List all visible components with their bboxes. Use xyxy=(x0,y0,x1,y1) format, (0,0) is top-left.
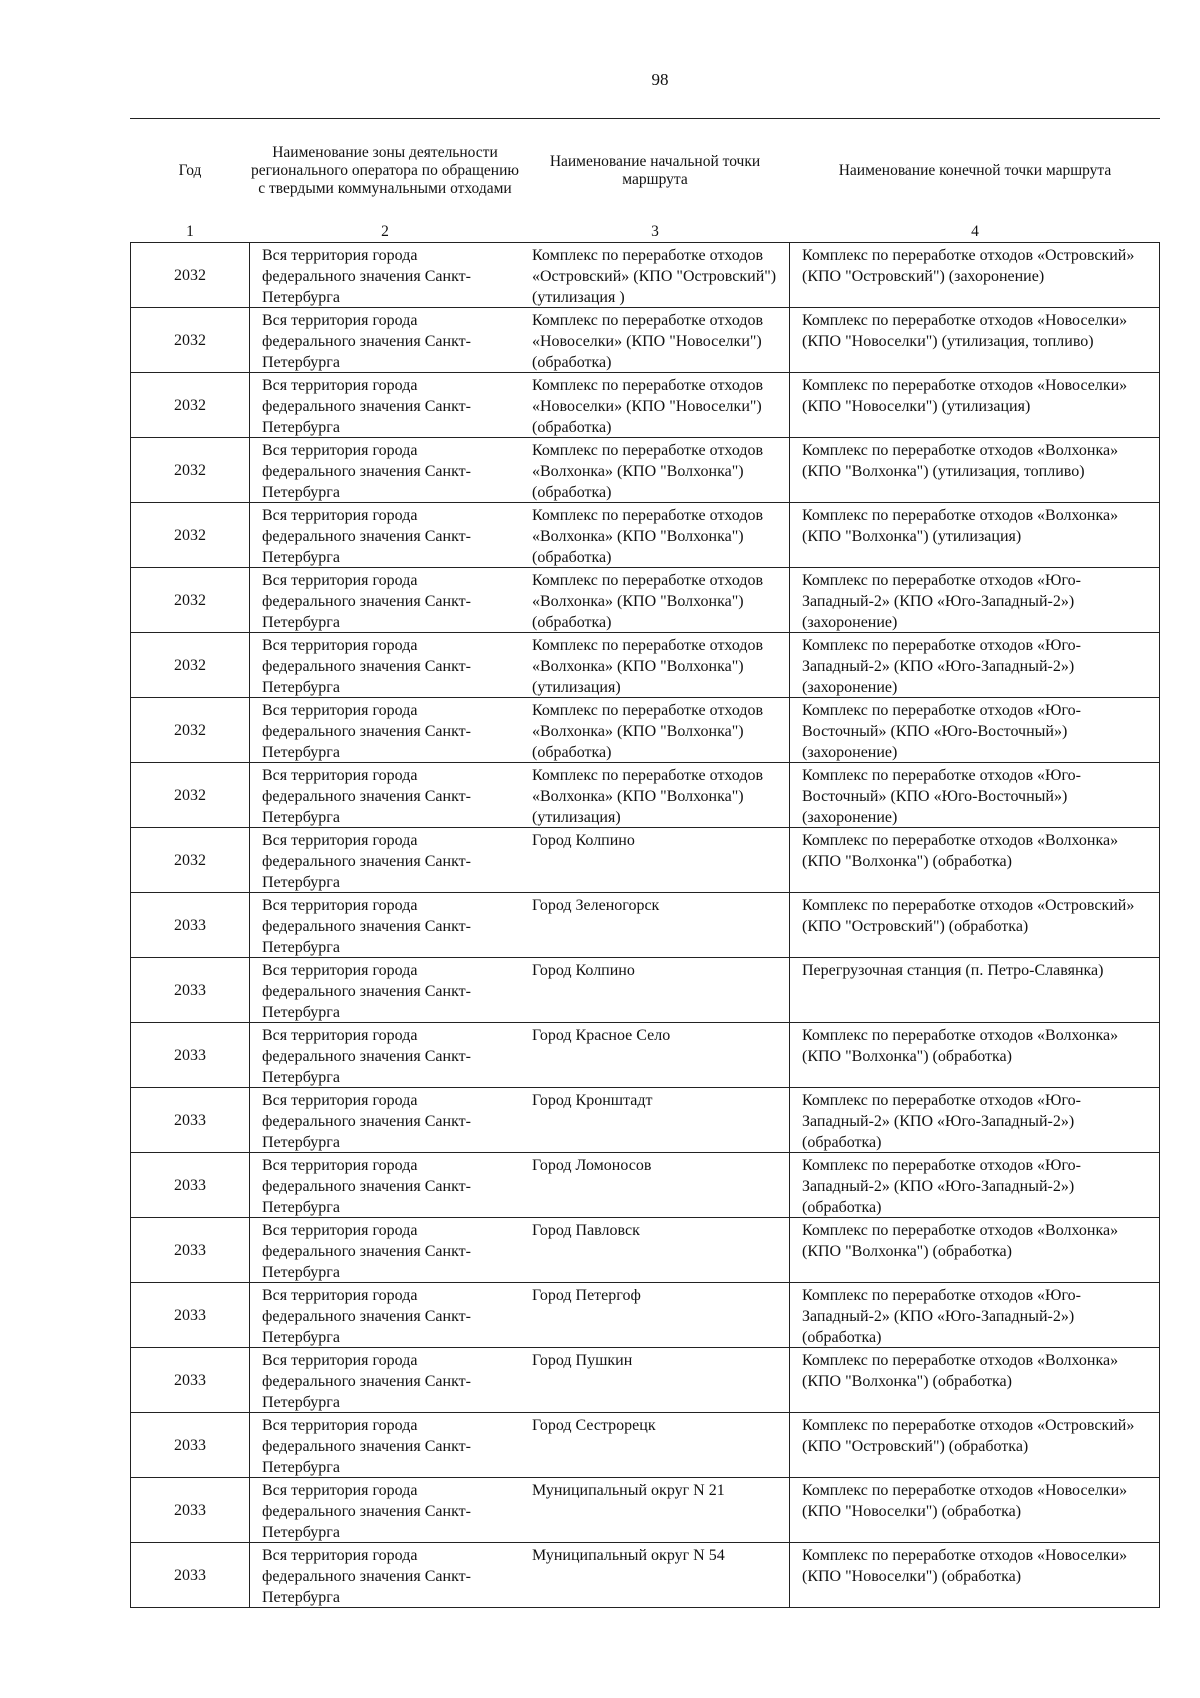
cell-year: 2032 xyxy=(130,633,250,697)
table-row xyxy=(130,308,1160,373)
cell-zone: Вся территория города федерального значения Санкт-Петербурга xyxy=(262,962,471,1021)
table-row xyxy=(130,503,1160,568)
column-number: 3 xyxy=(651,223,659,240)
cell-start-point: Комплекс по переработке отходов «Новоселки» (КПО "Новоселки") (обработка) xyxy=(520,308,790,372)
cell-start-point: Комплекс по переработке отходов «Волхонка» (КПО "Волхонка") (обработка) xyxy=(520,698,790,762)
cell-year: 2033 xyxy=(130,893,250,957)
cell-year: 2033 xyxy=(130,1153,250,1217)
cell-zone: Вся территория города федерального значения Санкт-Петербурга xyxy=(262,767,471,826)
cell-end-point: Перегрузочная станция (п. Петро-Славянка) xyxy=(790,958,1160,1022)
table-row xyxy=(130,568,1160,633)
page-number: 98 xyxy=(651,70,669,89)
cell-end-point: Комплекс по переработке отходов «Волхонка» (КПО "Волхонка") (обработка) xyxy=(790,828,1160,892)
cell-year: 2033 xyxy=(130,1023,250,1087)
table-row xyxy=(130,1413,1160,1478)
cell-end-point: Комплекс по переработке отходов «Островский» (КПО "Островский") (захоронение) xyxy=(790,243,1160,307)
cell-end-point: Комплекс по переработке отходов «Юго-Восточный» (КПО «Юго-Восточный») (захоронение) xyxy=(790,763,1160,827)
header-start-point: Наименование начальной точки маршрута xyxy=(549,152,761,188)
cell-start-point: Город Колпино xyxy=(520,958,790,1022)
cell-end-point: Комплекс по переработке отходов «Новоселки» (КПО "Новоселки") (обработка) xyxy=(790,1543,1160,1607)
cell-year: 2033 xyxy=(130,1413,250,1477)
routes-table xyxy=(130,118,1160,1608)
cell-start-point: Город Ломоносов xyxy=(520,1153,790,1217)
table-row xyxy=(130,1023,1160,1088)
cell-zone: Вся территория города федерального значения Санкт-Петербурга xyxy=(262,572,471,631)
column-number: 2 xyxy=(381,223,389,240)
cell-year: 2033 xyxy=(130,1348,250,1412)
table-row xyxy=(130,698,1160,763)
cell-zone: Вся территория города федерального значения Санкт-Петербурга xyxy=(262,897,471,956)
table-row xyxy=(130,1543,1160,1608)
cell-start-point: Город Пушкин xyxy=(520,1348,790,1412)
cell-end-point: Комплекс по переработке отходов «Волхонка» (КПО "Волхонка") (обработка) xyxy=(790,1348,1160,1412)
cell-start-point: Город Красное Село xyxy=(520,1023,790,1087)
column-number: 4 xyxy=(971,223,979,240)
cell-start-point: Муниципальный округ N 21 xyxy=(520,1478,790,1542)
cell-start-point: Комплекс по переработке отходов «Волхонка» (КПО "Волхонка") (обработка) xyxy=(520,568,790,632)
cell-start-point: Комплекс по переработке отходов «Волхонка» (КПО "Волхонка") (обработка) xyxy=(520,438,790,502)
table-row xyxy=(130,1478,1160,1543)
cell-zone: Вся территория города федерального значения Санкт-Петербурга xyxy=(262,442,471,501)
cell-year: 2032 xyxy=(130,763,250,827)
cell-start-point: Город Кронштадт xyxy=(520,1088,790,1152)
cell-zone: Вся территория города федерального значения Санкт-Петербурга xyxy=(262,1547,471,1606)
cell-end-point: Комплекс по переработке отходов «Волхонка» (КПО "Волхонка") (утилизация, топливо) xyxy=(790,438,1160,502)
cell-end-point: Комплекс по переработке отходов «Юго-Западный-2» (КПО «Юго-Западный-2») (обработка) xyxy=(790,1153,1160,1217)
table-row xyxy=(130,633,1160,698)
table-row xyxy=(130,763,1160,828)
table-row xyxy=(130,958,1160,1023)
cell-year: 2033 xyxy=(130,1218,250,1282)
cell-start-point: Город Павловск xyxy=(520,1218,790,1282)
cell-year: 2032 xyxy=(130,503,250,567)
cell-zone: Вся территория города федерального значения Санкт-Петербурга xyxy=(262,1287,471,1346)
cell-year: 2033 xyxy=(130,1088,250,1152)
cell-year: 2032 xyxy=(130,698,250,762)
cell-year: 2033 xyxy=(130,958,250,1022)
cell-end-point: Комплекс по переработке отходов «Островский» (КПО "Островский") (обработка) xyxy=(790,1413,1160,1477)
table-row xyxy=(130,373,1160,438)
table-row xyxy=(130,1153,1160,1218)
column-number: 1 xyxy=(186,223,194,240)
cell-year: 2032 xyxy=(130,373,250,437)
table-row xyxy=(130,828,1160,893)
cell-zone: Вся территория города федерального значения Санкт-Петербурга xyxy=(262,507,471,566)
cell-year: 2033 xyxy=(130,1478,250,1542)
cell-start-point: Город Сестрорецк xyxy=(520,1413,790,1477)
cell-zone: Вся территория города федерального значения Санкт-Петербурга xyxy=(262,1352,471,1411)
cell-end-point: Комплекс по переработке отходов «Юго-Западный-2» (КПО «Юго-Западный-2») (захоронение) xyxy=(790,633,1160,697)
cell-start-point: Комплекс по переработке отходов «Новоселки» (КПО "Новоселки") (обработка) xyxy=(520,373,790,437)
cell-year: 2032 xyxy=(130,828,250,892)
cell-end-point: Комплекс по переработке отходов «Новоселки» (КПО "Новоселки") (утилизация) xyxy=(790,373,1160,437)
cell-zone: Вся территория города федерального значения Санкт-Петербурга xyxy=(262,312,471,371)
cell-start-point: Комплекс по переработке отходов «Волхонка» (КПО "Волхонка") (обработка) xyxy=(520,503,790,567)
column-numbers xyxy=(130,222,1160,243)
cell-zone: Вся территория города федерального значения Санкт-Петербурга xyxy=(262,637,471,696)
cell-year: 2032 xyxy=(130,308,250,372)
cell-start-point: Комплекс по переработке отходов «Волхонка» (КПО "Волхонка") (утилизация) xyxy=(520,763,790,827)
header-year: Год xyxy=(178,161,202,179)
cell-start-point: Комплекс по переработке отходов «Волхонка» (КПО "Волхонка") (утилизация) xyxy=(520,633,790,697)
cell-zone: Вся территория города федерального значения Санкт-Петербурга xyxy=(262,1482,471,1541)
cell-year: 2033 xyxy=(130,1283,250,1347)
table-body xyxy=(130,243,1160,1608)
cell-end-point: Комплекс по переработке отходов «Островский» (КПО "Островский") (обработка) xyxy=(790,893,1160,957)
cell-end-point: Комплекс по переработке отходов «Новоселки» (КПО "Новоселки") (утилизация, топливо) xyxy=(790,308,1160,372)
cell-end-point: Комплекс по переработке отходов «Юго-Западный-2» (КПО «Юго-Западный-2») (обработка) xyxy=(790,1283,1160,1347)
cell-start-point: Город Зеленогорск xyxy=(520,893,790,957)
header-end-point: Наименование конечной точки маршрута xyxy=(838,161,1112,179)
cell-zone: Вся территория города федерального значения Санкт-Петербурга xyxy=(262,1092,471,1151)
cell-zone: Вся территория города федерального значения Санкт-Петербурга xyxy=(262,702,471,761)
cell-end-point: Комплекс по переработке отходов «Волхонка» (КПО "Волхонка") (обработка) xyxy=(790,1023,1160,1087)
cell-end-point: Комплекс по переработке отходов «Волхонка» (КПО "Волхонка") (обработка) xyxy=(790,1218,1160,1282)
cell-start-point: Город Петергоф xyxy=(520,1283,790,1347)
cell-end-point: Комплекс по переработке отходов «Волхонка» (КПО "Волхонка") (утилизация) xyxy=(790,503,1160,567)
cell-end-point: Комплекс по переработке отходов «Юго-Западный-2» (КПО «Юго-Западный-2») (захоронение) xyxy=(790,568,1160,632)
header-zone: Наименование зоны деятельности регионального оператора по обращению с твердыми коммунальными отходами xyxy=(251,143,519,197)
cell-year: 2033 xyxy=(130,1543,250,1607)
cell-start-point: Комплекс по переработке отходов «Островский» (КПО "Островский") (утилизация ) xyxy=(520,243,790,307)
table-row xyxy=(130,1348,1160,1413)
table-row xyxy=(130,893,1160,958)
cell-end-point: Комплекс по переработке отходов «Юго-Восточный» (КПО «Юго-Восточный») (захоронение) xyxy=(790,698,1160,762)
table-row xyxy=(130,1088,1160,1153)
table-row xyxy=(130,1218,1160,1283)
cell-zone: Вся территория города федерального значения Санкт-Петербурга xyxy=(262,1417,471,1476)
cell-zone: Вся территория города федерального значения Санкт-Петербурга xyxy=(262,377,471,436)
cell-end-point: Комплекс по переработке отходов «Новоселки» (КПО "Новоселки") (обработка) xyxy=(790,1478,1160,1542)
cell-zone: Вся территория города федерального значения Санкт-Петербурга xyxy=(262,832,471,891)
cell-year: 2032 xyxy=(130,243,250,307)
cell-zone: Вся территория города федерального значения Санкт-Петербурга xyxy=(262,1157,471,1216)
cell-end-point: Комплекс по переработке отходов «Юго-Западный-2» (КПО «Юго-Западный-2») (обработка) xyxy=(790,1088,1160,1152)
table-row xyxy=(130,1283,1160,1348)
cell-year: 2032 xyxy=(130,438,250,502)
table-header xyxy=(130,118,1160,222)
cell-start-point: Муниципальный округ N 54 xyxy=(520,1543,790,1607)
table-row xyxy=(130,243,1160,308)
cell-zone: Вся территория города федерального значения Санкт-Петербурга xyxy=(262,247,471,306)
cell-start-point: Город Колпино xyxy=(520,828,790,892)
cell-year: 2032 xyxy=(130,568,250,632)
table-row xyxy=(130,438,1160,503)
cell-zone: Вся территория города федерального значения Санкт-Петербурга xyxy=(262,1222,471,1281)
cell-zone: Вся территория города федерального значения Санкт-Петербурга xyxy=(262,1027,471,1086)
